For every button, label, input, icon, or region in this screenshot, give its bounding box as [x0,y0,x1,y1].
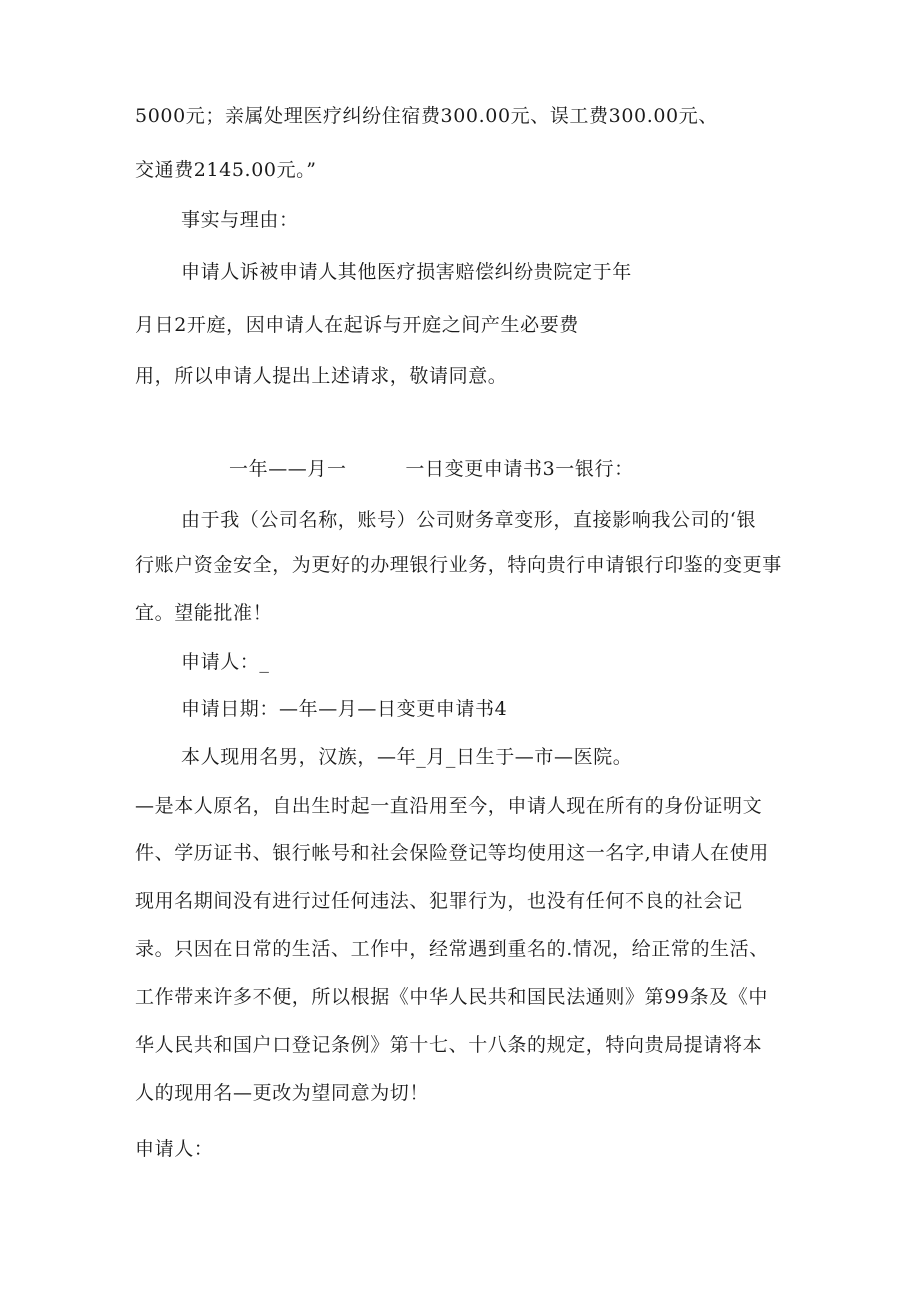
text-line: 录。只因在日常的生活、工作中，经常遇到重名的.情况，给正常的生活、 [135,938,769,960]
applicant-label: 申请人： [135,1138,214,1160]
text-line: 交通费2145.00元。” [135,159,317,181]
text-line: 由于我（公司名称，账号）公司财务章变形，直接影响我公司的‘银 [181,509,757,531]
applicant-label: 申请人：_ [181,651,270,673]
text-line: 行账户资金安全，为更好的办理银行业务，特向贵行申请银行印鉴的变更事 [135,554,782,576]
text-line: 现用名期间没有进行过任何违法、犯罪行为，也没有任何不良的社会记 [135,890,743,912]
section-heading-facts: 事实与理由： [181,209,299,231]
letter-heading: 一年——月一 一日变更申请书3一银行： [229,458,634,480]
text-line: 华人民共和国户口登记条例》第十七、十八条的规定，特向贵局提请将本 [135,1034,763,1056]
text-line: 工作带来许多不便，所以根据《中华人民共和国民法通则》第99条及《中 [135,986,768,1008]
text-line: 宜。望能批准！ [135,602,273,624]
text-line: 月日2开庭，因申请人在起诉与开庭之间产生必要费 [135,314,579,336]
text-line: 本人现用名男，汉族，—年_月_日生于—市—医院。 [181,746,633,768]
text-line: 人的现用名—更改为望同意为切！ [135,1082,430,1104]
text-line: 件、学历证书、银行帐号和社会保险登记等均使用这一名字,申请人在使用 [135,842,769,864]
text-line: 申请人诉被申请人其他医疗损害赔偿纠纷贵院定于年 [181,261,632,283]
text-line: —是本人原名，自出生时起一直沿用至今，申请人现在所有的身份证明文 [135,795,763,817]
date-line: 申请日期：—年—月—日变更申请书4 [181,698,508,720]
text-line: 用，所以申请人提出上述请求，敬请同意。 [135,365,508,387]
text-line: 5000元；亲属处理医疗纠纷住宿费300.00元、误工费300.00元、 [135,105,718,127]
